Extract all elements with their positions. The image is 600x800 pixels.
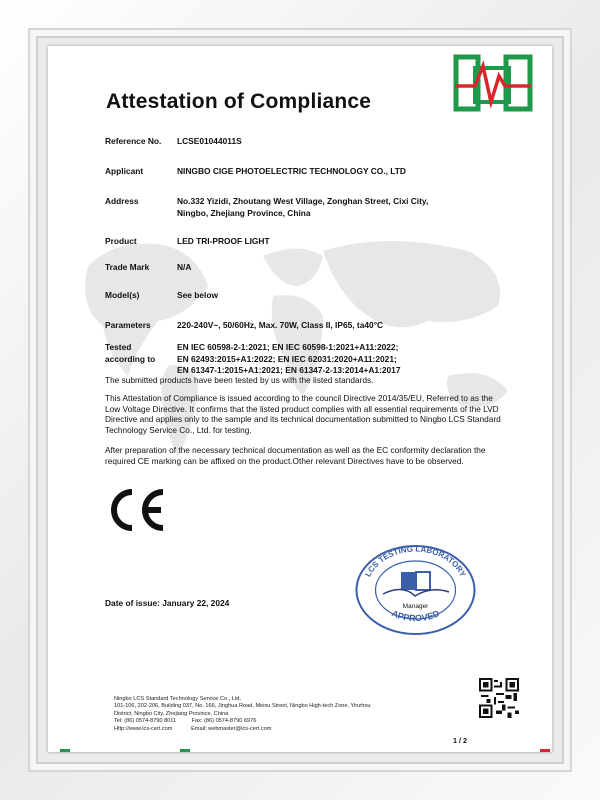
tested-statement: The submitted products have been tested by us with the listed standards. xyxy=(105,375,374,385)
standard-line: EN IEC 60598-2-1:2021; EN IEC 60598-1:2021+A11:2022; xyxy=(177,342,399,352)
label-line: Tested xyxy=(105,342,132,352)
field-value xyxy=(177,196,525,219)
standard-line: EN 62493:2015+A1:2022; EN IEC 62031:2020+A11:2021; xyxy=(177,353,397,364)
field-parameters xyxy=(105,320,525,332)
field-label: Address xyxy=(105,196,139,206)
stamp-bottom-text: APPROVED xyxy=(390,608,441,624)
approval-stamp xyxy=(353,536,478,636)
field-label: Reference No. xyxy=(105,136,162,146)
directive-paragraph: This Attestation of Compliance is issued according to the council Directive 2014/35/EU, Referred to as the Low Voltage Directive. It confirms that the listed product complies with all essential requirements of the LVD Directive and applies only to the sample and its technical documentation submitted to Ningbo LCS Standard Technology Service Co., Ltd. for testing. xyxy=(105,393,501,435)
standard-line: EN 61347-1:2015+A1:2021; EN 61347-2-13:2014+A1:2017 xyxy=(177,365,401,375)
decorative-green-mark xyxy=(60,749,70,752)
footer-address: 101-106, 202-206, Building 037, No. 166, Jinghua Road, Meixu Street, Ningbo High-tech Zone, Yinzhou xyxy=(114,703,371,710)
field-label: Parameters xyxy=(105,320,151,330)
field-applicant xyxy=(105,166,525,178)
decorative-red-mark xyxy=(540,749,550,752)
issue-date: Date of issue: January 22, 2024 xyxy=(105,598,230,608)
qr-code xyxy=(479,678,519,718)
field-value: NINGBO CIGE PHOTOELECTRIC TECHNOLOGY CO., LTD xyxy=(177,166,406,176)
ce-marking-paragraph: After preparation of the necessary technical documentation as well as the EC conformity declaration the required CE marking can be affixed on the product.Other relevant Directives have to be observed. xyxy=(105,445,486,466)
address-line: Ningbo, Zhejiang Province, China xyxy=(177,207,311,218)
field-label: Applicant xyxy=(105,166,144,176)
field-value: LED TRI-PROOF LIGHT xyxy=(177,236,270,246)
footer-contact: Tel: (86) 0574-8790 8011 Fax: (86) 0574-8790 6976 xyxy=(114,718,257,725)
stamp-top-text: LCS TESTING LABORATORY xyxy=(363,544,468,579)
field-value: See below xyxy=(177,290,218,300)
certificate-paper xyxy=(48,46,552,752)
field-value: N/A xyxy=(177,262,192,272)
lcs-logo xyxy=(453,54,533,112)
company-footer xyxy=(114,696,464,733)
field-value xyxy=(177,342,525,377)
field-address xyxy=(105,196,525,219)
footer-web: Http://www.lcs-cert.com Email: webmaster@lcs-cert.com xyxy=(114,725,272,732)
document-title: Attestation of Compliance xyxy=(106,90,372,113)
field-tested-according-to xyxy=(105,342,525,377)
field-label: Product xyxy=(105,236,137,246)
field-trade-mark xyxy=(105,262,525,274)
field-value: 220-240V~, 50/60Hz, Max. 70W, Class II, IP65, ta40°C xyxy=(177,320,384,330)
address-line: No.332 Yizidi, Zhoutang West Village, Zonghan Street, Cixi City, xyxy=(177,196,429,206)
field-reference xyxy=(105,136,525,148)
field-models xyxy=(105,290,525,302)
decorative-green-mark xyxy=(180,749,190,752)
field-label xyxy=(105,342,177,377)
stamp-manager-label: Manager xyxy=(402,603,429,610)
label-line: according to xyxy=(105,353,156,364)
footer-company: Ningbo LCS Standard Technology Service Co., Ltd. xyxy=(114,696,242,702)
field-product xyxy=(105,236,525,248)
field-value: LCSE01044011S xyxy=(177,136,242,146)
page-number: 1 / 2 xyxy=(453,736,467,745)
footer-address: District, Ningbo City, Zhejiang Province, China xyxy=(114,710,229,717)
ce-mark xyxy=(105,486,169,534)
field-label: Model(s) xyxy=(105,290,140,300)
field-label: Trade Mark xyxy=(105,262,150,272)
